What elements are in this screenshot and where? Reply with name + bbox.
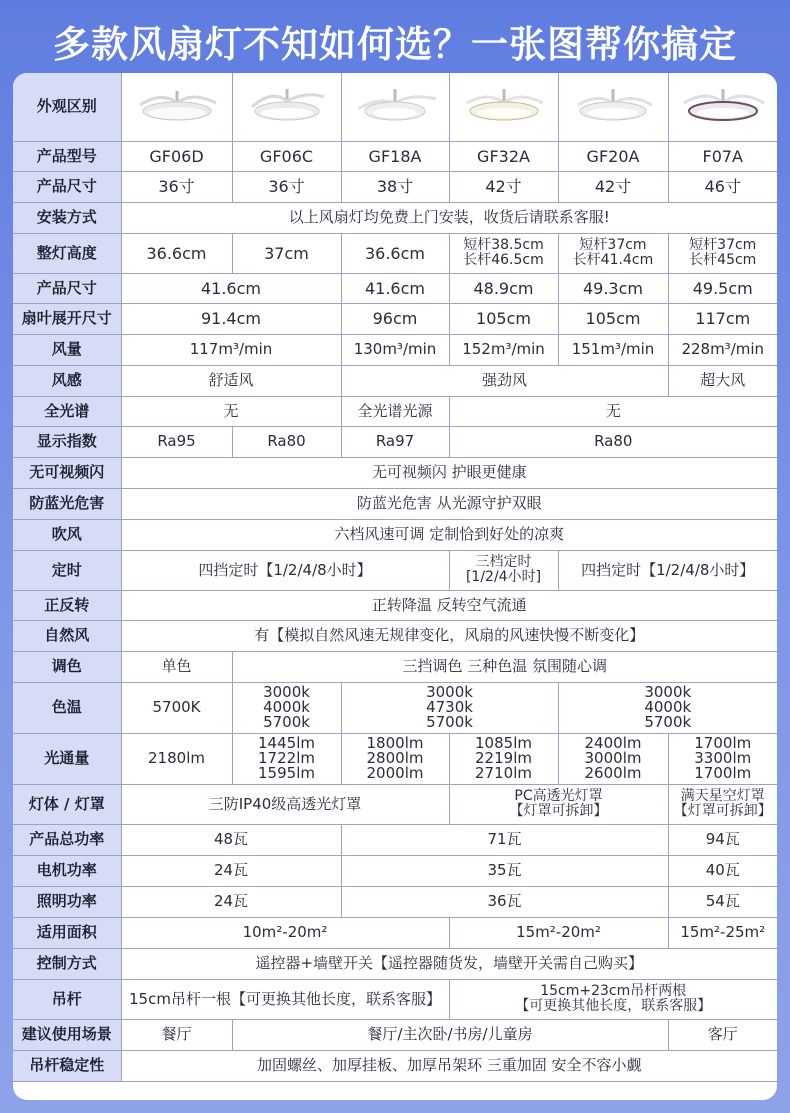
natural-cell: 有【模拟自然风速无规律变化，风扇的风速快慢不断变化】 bbox=[121, 620, 777, 651]
cct-cell: 5700K bbox=[121, 682, 232, 733]
size2-cell: 41.6cm bbox=[341, 273, 449, 303]
scene-cell: 餐厅 bbox=[121, 1019, 232, 1050]
blade-cell: 96cm bbox=[341, 303, 449, 334]
lumen-cell: 1800lm 2800lm 2000lm bbox=[341, 733, 449, 784]
page-title: 多款风扇灯不知如何选？一张图帮你搞定 bbox=[53, 23, 737, 66]
fan-lamp-icon bbox=[350, 83, 440, 131]
height-cell: 36.6cm bbox=[121, 233, 232, 273]
row-windfeel bbox=[13, 365, 777, 396]
size2-cell: 41.6cm bbox=[121, 273, 341, 303]
spectrum-cell: 无 bbox=[121, 396, 341, 426]
label-model: 产品型号 bbox=[13, 141, 121, 171]
label-control: 控制方式 bbox=[13, 948, 121, 979]
timer-cell: 四挡定时【1/2/4/8小时】 bbox=[121, 550, 449, 590]
row-lumen bbox=[13, 733, 777, 784]
label-appearance: 外观区别 bbox=[13, 73, 121, 141]
model-cell: GF06C bbox=[232, 141, 341, 171]
label-shade: 灯体 / 灯罩 bbox=[13, 784, 121, 824]
height-cell: 37cm bbox=[232, 233, 341, 273]
blade-cell: 91.4cm bbox=[121, 303, 341, 334]
motor-cell: 24瓦 bbox=[121, 855, 341, 886]
row-install bbox=[13, 202, 777, 233]
label-dimming: 调色 bbox=[13, 651, 121, 682]
size-cell: 36寸 bbox=[121, 171, 232, 202]
airflow-cell: 117m³/min bbox=[121, 334, 341, 365]
size-cell: 38寸 bbox=[341, 171, 449, 202]
power-cell: 48瓦 bbox=[121, 824, 341, 855]
lamp-image-1 bbox=[121, 73, 232, 141]
blade-cell: 105cm bbox=[449, 303, 558, 334]
row-reverse bbox=[13, 590, 777, 620]
row-stability bbox=[13, 1050, 777, 1081]
label-scene: 建议使用场景 bbox=[13, 1019, 121, 1050]
lamp-image-4 bbox=[449, 73, 558, 141]
size2-cell: 49.5cm bbox=[668, 273, 777, 303]
cri-cell: Ra95 bbox=[121, 426, 232, 457]
bluelight-cell: 防蓝光危害 从光源守护双眼 bbox=[121, 488, 777, 519]
cct-cell: 3000k 4000k 5700k bbox=[558, 682, 777, 733]
label-lumen: 光通量 bbox=[13, 733, 121, 784]
row-dimming bbox=[13, 651, 777, 682]
label-motor: 电机功率 bbox=[13, 855, 121, 886]
height-cell: 短杆38.5cm 长杆46.5cm bbox=[449, 233, 558, 273]
area-cell: 15m²-25m² bbox=[668, 917, 777, 948]
row-light bbox=[13, 886, 777, 917]
row-size2 bbox=[13, 273, 777, 303]
label-power: 产品总功率 bbox=[13, 824, 121, 855]
row-scene bbox=[13, 1019, 777, 1050]
size-cell: 42寸 bbox=[558, 171, 668, 202]
model-cell: GF18A bbox=[341, 141, 449, 171]
dimming-cell: 单色 bbox=[121, 651, 232, 682]
label-airflow: 风量 bbox=[13, 334, 121, 365]
label-size: 产品尺寸 bbox=[13, 171, 121, 202]
label-light: 照明功率 bbox=[13, 886, 121, 917]
light-cell: 24瓦 bbox=[121, 886, 341, 917]
row-motor bbox=[13, 855, 777, 886]
blow-cell: 六档风速可调 定制恰到好处的凉爽 bbox=[121, 519, 777, 550]
windfeel-cell: 舒适风 bbox=[121, 365, 341, 396]
label-reverse: 正反转 bbox=[13, 590, 121, 620]
label-area: 适用面积 bbox=[13, 917, 121, 948]
timer-cell: 三档定时 [1/2/4小时] bbox=[449, 550, 558, 590]
comparison-table bbox=[13, 73, 777, 1082]
label-blow: 吹风 bbox=[13, 519, 121, 550]
airflow-cell: 152m³/min bbox=[449, 334, 558, 365]
fan-lamp-icon bbox=[132, 83, 222, 131]
cct-cell: 3000k 4730k 5700k bbox=[341, 682, 558, 733]
lamp-image-6 bbox=[668, 73, 777, 141]
label-rod: 吊杆 bbox=[13, 979, 121, 1019]
motor-cell: 40瓦 bbox=[668, 855, 777, 886]
row-flicker bbox=[13, 457, 777, 488]
cri-cell: Ra97 bbox=[341, 426, 449, 457]
install-cell: 以上风扇灯均免费上门安装，收货后请联系客服! bbox=[121, 202, 777, 233]
shade-cell: 三防IP40级高透光灯罩 bbox=[121, 784, 449, 824]
fan-lamp-icon bbox=[678, 83, 768, 131]
control-cell: 遥控器+墙壁开关【遥控器随货发，墙壁开关需自己购买】 bbox=[121, 948, 777, 979]
size-cell: 42寸 bbox=[449, 171, 558, 202]
area-cell: 10m²-20m² bbox=[121, 917, 449, 948]
row-cct bbox=[13, 682, 777, 733]
lamp-image-5 bbox=[558, 73, 668, 141]
row-blade bbox=[13, 303, 777, 334]
scene-cell: 餐厅/主次卧/书房/儿童房 bbox=[232, 1019, 668, 1050]
row-timer bbox=[13, 550, 777, 590]
cri-cell: Ra80 bbox=[232, 426, 341, 457]
size-cell: 46寸 bbox=[668, 171, 777, 202]
spectrum-cell: 全光谱光源 bbox=[341, 396, 449, 426]
label-stability: 吊杆稳定性 bbox=[13, 1050, 121, 1081]
label-size2: 产品尺寸 bbox=[13, 273, 121, 303]
cct-cell: 3000k 4000k 5700k bbox=[232, 682, 341, 733]
dimming-cell: 三挡调色 三种色温 氛围随心调 bbox=[232, 651, 777, 682]
shade-cell: PC高透光灯罩 【灯罩可拆卸】 bbox=[449, 784, 668, 824]
rod-cell: 15cm+23cm吊杆两根 【可更换其他长度，联系客服】 bbox=[449, 979, 777, 1019]
label-cct: 色温 bbox=[13, 682, 121, 733]
size2-cell: 49.3cm bbox=[558, 273, 668, 303]
label-flicker: 无可视频闪 bbox=[13, 457, 121, 488]
fan-lamp-icon bbox=[459, 83, 549, 131]
row-rod bbox=[13, 979, 777, 1019]
row-bluelight bbox=[13, 488, 777, 519]
airflow-cell: 130m³/min bbox=[341, 334, 449, 365]
row-spectrum bbox=[13, 396, 777, 426]
row-appearance bbox=[13, 73, 777, 141]
label-timer: 定时 bbox=[13, 550, 121, 590]
label-natural: 自然风 bbox=[13, 620, 121, 651]
size2-cell: 48.9cm bbox=[449, 273, 558, 303]
model-cell: F07A bbox=[668, 141, 777, 171]
motor-cell: 35瓦 bbox=[341, 855, 668, 886]
label-height: 整灯高度 bbox=[13, 233, 121, 273]
row-height bbox=[13, 233, 777, 273]
comparison-card bbox=[13, 73, 777, 1100]
size-cell: 36寸 bbox=[232, 171, 341, 202]
blade-cell: 105cm bbox=[558, 303, 668, 334]
lumen-cell: 2400lm 3000lm 2600lm bbox=[558, 733, 668, 784]
windfeel-cell: 超大风 bbox=[668, 365, 777, 396]
scene-cell: 客厅 bbox=[668, 1019, 777, 1050]
airflow-cell: 151m³/min bbox=[558, 334, 668, 365]
label-windfeel: 风感 bbox=[13, 365, 121, 396]
fan-lamp-icon bbox=[568, 83, 658, 131]
blade-cell: 117cm bbox=[668, 303, 777, 334]
stability-cell: 加固螺丝、加厚挂板、加厚吊架环 三重加固 安全不容小觑 bbox=[121, 1050, 777, 1081]
label-spectrum: 全光谱 bbox=[13, 396, 121, 426]
model-cell: GF06D bbox=[121, 141, 232, 171]
height-cell: 短杆37cm 长杆45cm bbox=[668, 233, 777, 273]
lumen-cell: 2180lm bbox=[121, 733, 232, 784]
height-cell: 短杆37cm 长杆41.4cm bbox=[558, 233, 668, 273]
power-cell: 71瓦 bbox=[341, 824, 668, 855]
lumen-cell: 1700lm 3300lm 1700lm bbox=[668, 733, 777, 784]
shade-cell: 满天星空灯罩 【灯罩可拆卸】 bbox=[668, 784, 777, 824]
row-model bbox=[13, 141, 777, 171]
label-bluelight: 防蓝光危害 bbox=[13, 488, 121, 519]
row-size bbox=[13, 171, 777, 202]
fan-lamp-icon bbox=[242, 83, 332, 131]
label-install: 安装方式 bbox=[13, 202, 121, 233]
height-cell: 36.6cm bbox=[341, 233, 449, 273]
model-cell: GF20A bbox=[558, 141, 668, 171]
light-cell: 36瓦 bbox=[341, 886, 668, 917]
lumen-cell: 1085lm 2219lm 2710lm bbox=[449, 733, 558, 784]
lamp-image-3 bbox=[341, 73, 449, 141]
flicker-cell: 无可视频闪 护眼更健康 bbox=[121, 457, 777, 488]
row-control bbox=[13, 948, 777, 979]
light-cell: 54瓦 bbox=[668, 886, 777, 917]
lamp-image-2 bbox=[232, 73, 341, 141]
cri-cell: Ra80 bbox=[449, 426, 777, 457]
lumen-cell: 1445lm 1722lm 1595lm bbox=[232, 733, 341, 784]
area-cell: 15m²-20m² bbox=[449, 917, 668, 948]
row-natural bbox=[13, 620, 777, 651]
row-area bbox=[13, 917, 777, 948]
label-cri: 显示指数 bbox=[13, 426, 121, 457]
row-shade bbox=[13, 784, 777, 824]
model-cell: GF32A bbox=[449, 141, 558, 171]
timer-cell: 四挡定时【1/2/4/8小时】 bbox=[558, 550, 777, 590]
windfeel-cell: 强劲风 bbox=[341, 365, 668, 396]
row-power bbox=[13, 824, 777, 855]
label-blade: 扇叶展开尺寸 bbox=[13, 303, 121, 334]
row-cri bbox=[13, 426, 777, 457]
row-airflow bbox=[13, 334, 777, 365]
rod-cell: 15cm吊杆一根【可更换其他长度，联系客服】 bbox=[121, 979, 449, 1019]
airflow-cell: 228m³/min bbox=[668, 334, 777, 365]
row-blow bbox=[13, 519, 777, 550]
reverse-cell: 正转降温 反转空气流通 bbox=[121, 590, 777, 620]
spectrum-cell: 无 bbox=[449, 396, 777, 426]
power-cell: 94瓦 bbox=[668, 824, 777, 855]
